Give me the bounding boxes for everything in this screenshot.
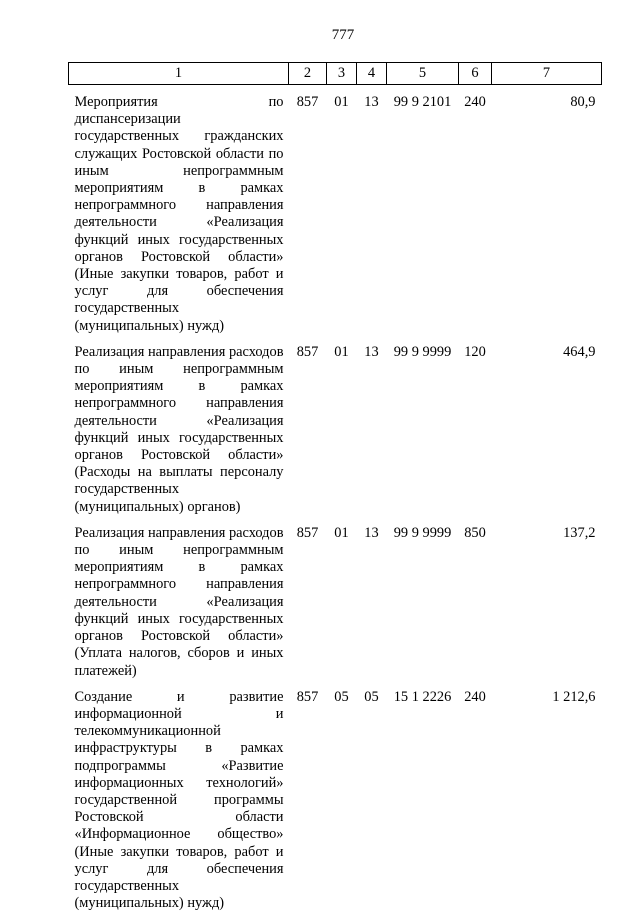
row-section-code: 05 [334, 688, 349, 705]
row-subsection-code: 13 [364, 343, 379, 360]
row-description: Мероприятия по диспансеризации государственных гражданских служащих Ростовской области по иным непрограммным мероприятиям в рамках непрограммного направления деятельности «Реализация функций иных государственных органов Ростовской области» (Иные закупки товаров, работ и услуг для обеспечения государственных (муниципальных) нужд) [74, 94, 284, 334]
table-row [69, 335, 602, 516]
row-section-code: 01 [334, 94, 349, 110]
row-ministry-code: 857 [296, 688, 319, 705]
column-header: 5 [387, 63, 459, 85]
row-description: Реализация направления расходов по иным непрограммным мероприятиям в рамках непрограммного направления деятельности «Реализация функций иных государственных органов Ростовской области» (Уплата налогов, сборов и иных платежей) [74, 524, 284, 679]
row-target-code: 99 9 9999 [393, 343, 452, 360]
row-expense-type: 240 [464, 688, 486, 705]
row-subsection-code: 13 [364, 94, 379, 110]
row-amount: 464,9 [563, 343, 596, 360]
column-header: 4 [357, 63, 387, 85]
page-number: 777 [331, 27, 355, 43]
table-row [69, 516, 602, 680]
row-description: Создание и развитие информационной и телекоммуникационной инфраструктуры в рамках подпрограммы «Развитие информационных технологий» государственной программы Ростовской области «Информационное общество» (Иные закупки товаров, работ и услуг для обеспечения государственных (муниципальных) нужд) [74, 688, 284, 912]
row-target-code: 99 9 2101 [393, 94, 452, 110]
row-subsection-code: 13 [364, 524, 379, 541]
column-header: 1 [69, 63, 289, 85]
row-amount: 137,2 [563, 524, 596, 541]
row-expense-type: 850 [464, 524, 486, 541]
row-target-code: 15 1 2226 [393, 688, 452, 705]
row-expense-type: 120 [464, 343, 486, 360]
column-header: 3 [327, 63, 357, 85]
column-header: 7 [492, 63, 602, 85]
row-target-code: 99 9 9999 [393, 524, 452, 541]
row-ministry-code: 857 [296, 524, 319, 541]
column-header: 2 [289, 63, 327, 85]
row-amount: 1 212,6 [552, 688, 596, 705]
row-section-code: 01 [334, 524, 349, 541]
row-expense-type: 240 [464, 94, 486, 110]
row-subsection-code: 05 [364, 688, 379, 705]
row-amount: 80,9 [570, 94, 596, 110]
row-ministry-code: 857 [296, 343, 319, 360]
row-ministry-code: 857 [296, 94, 319, 110]
column-header: 6 [459, 63, 492, 85]
table-row [69, 85, 602, 335]
header-row [69, 63, 602, 85]
row-description: Реализация направления расходов по иным непрограммным мероприятиям в рамках непрограммного направления деятельности «Реализация функций иных государственных органов Ростовской области» (Расходы на выплаты персоналу государственных (муниципальных) органов) [74, 343, 284, 515]
row-section-code: 01 [334, 343, 349, 360]
table-row [69, 680, 602, 912]
budget-table [68, 62, 602, 912]
